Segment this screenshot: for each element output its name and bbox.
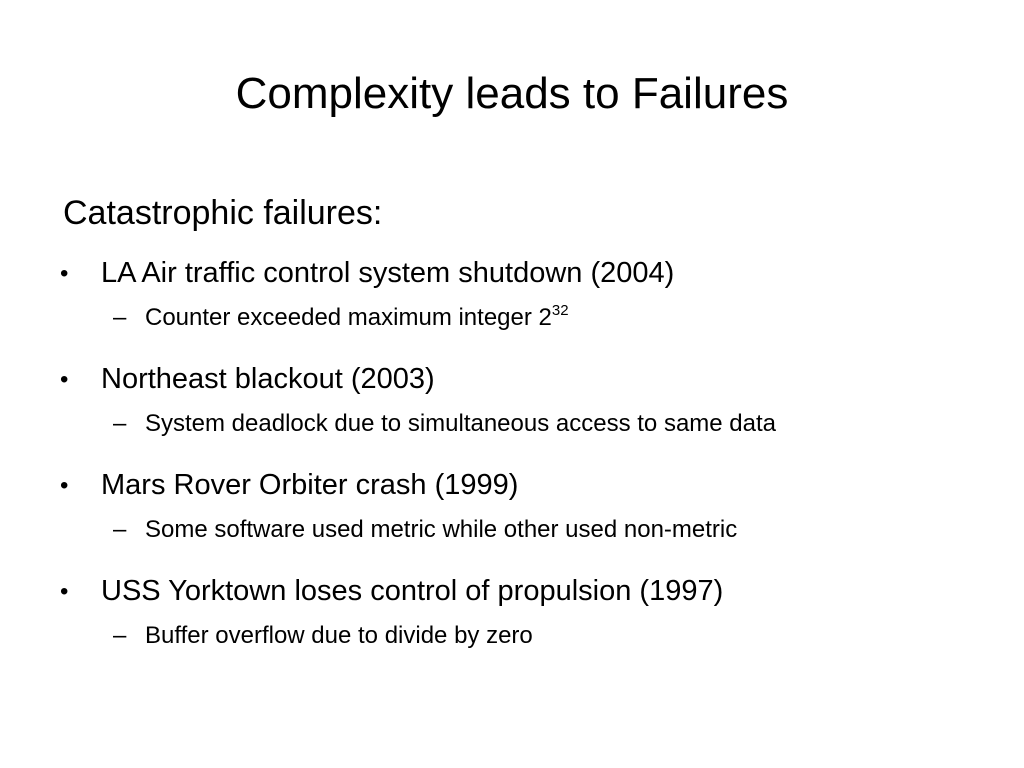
sub-bullet-text: Buffer overflow due to divide by zero bbox=[145, 622, 533, 649]
sub-bullet-text bbox=[145, 300, 569, 336]
bullet-marker: • bbox=[60, 366, 69, 393]
sub-bullet-marker: – bbox=[113, 516, 127, 543]
sub-bullet-item bbox=[0, 508, 1024, 569]
sub-bullet-text: System deadlock due to simultaneous access to same data bbox=[145, 410, 777, 437]
bullet-text: Mars Rover Orbiter crash (1999) bbox=[101, 469, 519, 501]
bullet-marker: • bbox=[60, 578, 69, 605]
sub-bullet-text: Some software used metric while other used non-metric bbox=[145, 516, 738, 543]
sub-bullet-main: Counter exceeded maximum integer 2 bbox=[145, 304, 552, 331]
bullet-text: Northeast blackout (2003) bbox=[101, 363, 435, 395]
bullet-item bbox=[0, 569, 1024, 614]
bullet-marker: • bbox=[60, 260, 69, 287]
sub-bullet-item bbox=[0, 402, 1024, 463]
sub-bullet-marker: – bbox=[113, 410, 127, 437]
exponent-superscript: 32 bbox=[551, 302, 569, 319]
bullet-text: LA Air traffic control system shutdown (2004) bbox=[101, 257, 675, 289]
bullet-list bbox=[0, 251, 1024, 675]
sub-bullet-item bbox=[0, 614, 1024, 675]
bullet-text: USS Yorktown loses control of propulsion (1997) bbox=[101, 575, 724, 607]
bullet-item bbox=[0, 251, 1024, 296]
sub-bullet-marker: – bbox=[113, 304, 127, 331]
sub-bullet-item bbox=[0, 296, 1024, 357]
bullet-marker: • bbox=[60, 472, 69, 499]
bullet-item bbox=[0, 463, 1024, 508]
section-heading: Catastrophic failures: bbox=[63, 194, 383, 232]
sub-bullet-marker: – bbox=[113, 622, 127, 649]
bullet-item bbox=[0, 357, 1024, 402]
slide-title: Complexity leads to Failures bbox=[235, 69, 789, 118]
